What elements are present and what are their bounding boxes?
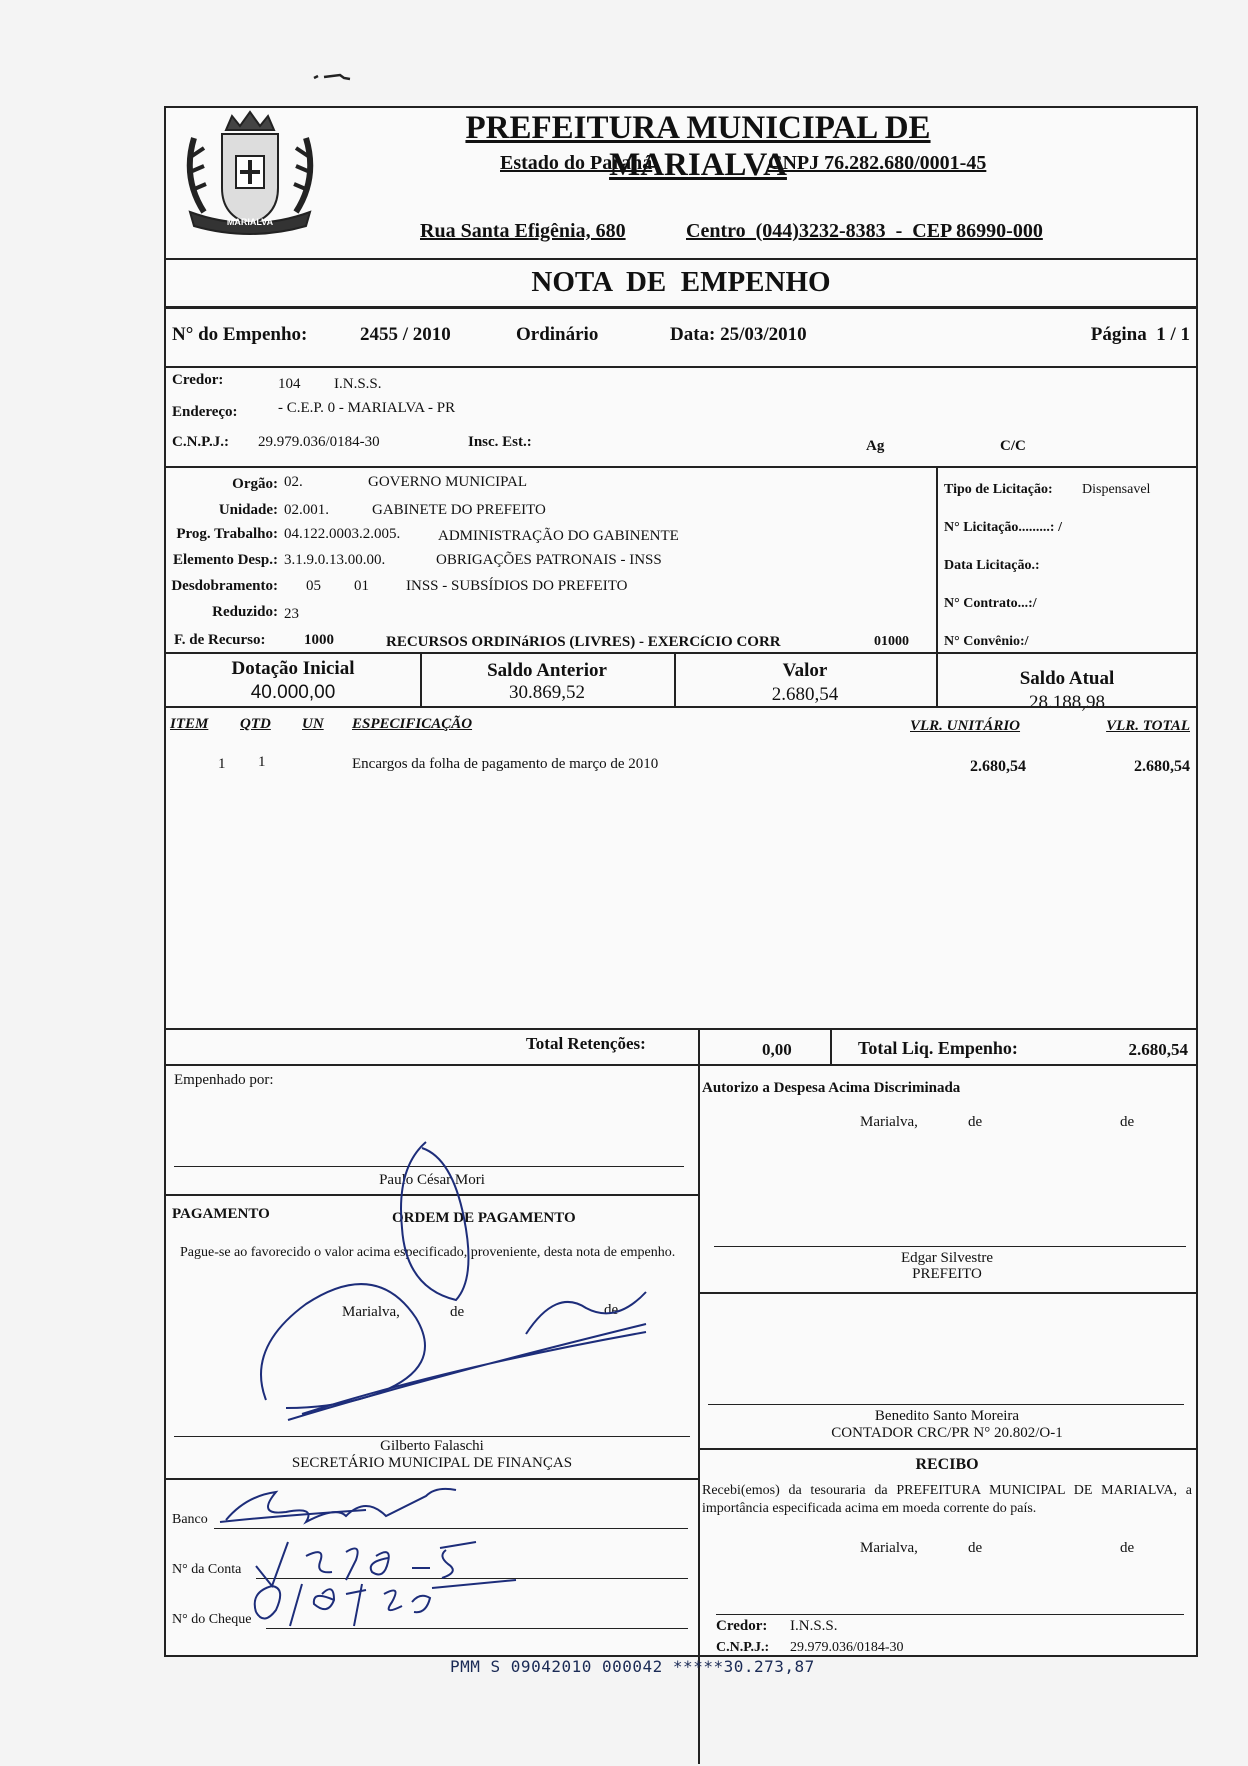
header-contact: Centro (044)3232-8383 - CEP 86990-000 <box>686 220 1043 242</box>
pagamento-signer <box>166 1438 698 1472</box>
credor-address-label: Endereço: <box>172 404 238 420</box>
recibo-cnpj: 29.979.036/0184-30 <box>790 1640 904 1655</box>
credor-name: I.N.S.S. <box>334 376 382 392</box>
saldo-anterior-value: 30.869,52 <box>509 682 585 703</box>
row-vlr-unitario: 2.680,54 <box>970 758 1026 775</box>
col-header-item: ITEM <box>170 716 209 732</box>
credor-label: Credor: <box>172 372 224 388</box>
recurso-label: F. de Recurso: <box>174 632 266 648</box>
pagamento-label: PAGAMENTO <box>172 1206 270 1222</box>
prog-trabalho-name: ADMINISTRAÇÃO DO GABINENTE <box>438 528 679 544</box>
recibo-de2: de <box>1120 1540 1135 1556</box>
autorizo-label: Autorizo a Despesa Acima Discriminada <box>702 1080 961 1096</box>
header-address: Rua Santa Efigênia, 680 <box>420 220 626 242</box>
recurso-code: 1000 <box>304 632 334 648</box>
numero-licitacao: N° Licitação.........: / <box>944 520 1062 535</box>
total-liquido-value: 2.680,54 <box>1128 1040 1188 1059</box>
recibo-place: Marialva, <box>860 1540 918 1556</box>
autorizo-place: Marialva, <box>860 1114 918 1130</box>
empenho-date: Data: 25/03/2010 <box>670 324 807 345</box>
recurso-name: RECURSOS ORDINáRIOS (LIVRES) - EXERCíCIO CORR <box>386 634 781 650</box>
insc-est-label: Insc. Est.: <box>468 434 532 450</box>
empenho-type: Ordinário <box>516 324 599 345</box>
pagamento-signer-role: SECRETÁRIO MUNICIPAL DE FINANÇAS <box>291 1455 573 1471</box>
saldo-atual-value: 28.188,98 <box>1029 692 1105 713</box>
nota-de-empenho-form <box>164 106 1198 1657</box>
desdobramento-code1: 05 <box>306 578 321 594</box>
scan-mark <box>310 68 390 84</box>
header-cnpj: CNPJ 76.282.680/0001-45 <box>768 152 987 174</box>
saldo-atual-label: Saldo Atual <box>1019 668 1115 689</box>
tipo-licitacao-value: Dispensavel <box>1082 482 1151 497</box>
empenhado-por-name: Paulo César Mori <box>379 1172 485 1188</box>
reduzido-label: Reduzido: <box>212 604 278 620</box>
col-header-vlr-unitario: VLR. UNITÁRIO <box>910 718 1021 734</box>
elemento-name: OBRIGAÇÕES PATRONAIS - INSS <box>436 552 662 568</box>
unidade-label: Unidade: <box>218 502 278 518</box>
valor-label: Valor <box>782 660 828 681</box>
unidade-code: 02.001. <box>284 502 329 518</box>
pagamento-de1: de <box>450 1304 465 1320</box>
contador-role: CONTADOR CRC/PR N° 20.802/O-1 <box>831 1425 1063 1441</box>
contador-name: Benedito Santo Moreira <box>874 1408 1020 1424</box>
valor-value: 2.680,54 <box>771 684 839 705</box>
unidade-name: GABINETE DO PREFEITO <box>372 502 546 518</box>
page-indicator: Página 1 / 1 <box>1090 324 1190 345</box>
autorizo-de2: de <box>1120 1114 1135 1130</box>
document-title: NOTA DE EMPENHO <box>531 266 831 298</box>
col-header-qtd: QTD <box>240 716 271 732</box>
conta-label: N° da Conta <box>172 1562 242 1577</box>
recibo-de1: de <box>968 1540 983 1556</box>
prog-trabalho-label: Prog. Trabalho: <box>176 526 278 542</box>
dotacao-inicial-label: Dotação Inicial <box>231 658 355 679</box>
tipo-licitacao-label: Tipo de Licitação: <box>944 482 1053 497</box>
saldo-anterior-label: Saldo Anterior <box>487 660 607 681</box>
banco-label: Banco <box>172 1512 208 1527</box>
credor-address: - C.E.P. 0 - MARIALVA - PR <box>278 400 456 416</box>
autorizo-signer <box>698 1250 1196 1282</box>
prog-trabalho-code: 04.122.0003.2.005. <box>284 526 401 542</box>
contador-signer <box>698 1408 1196 1442</box>
row-especificacao: Encargos da folha de pagamento de março de 2010 <box>352 756 659 772</box>
recibo-credor: I.N.S.S. <box>790 1618 838 1634</box>
total-retencoes-value: 0,00 <box>762 1040 792 1059</box>
recurso-code2: 01000 <box>874 634 909 649</box>
empenho-number: 2455 / 2010 <box>360 324 451 345</box>
desdobramento-code2: 01 <box>354 578 369 594</box>
credor-cnpj: 29.979.036/0184-30 <box>258 434 380 450</box>
cc-label: C/C <box>1000 438 1026 454</box>
total-liquido-label: Total Liq. Empenho: <box>858 1038 1018 1058</box>
total-retencoes-label: Total Retenções: <box>526 1034 646 1053</box>
empenho-number-label: N° do Empenho: <box>172 324 308 345</box>
autorizo-de1: de <box>968 1114 983 1130</box>
credor-code: 104 <box>278 376 301 392</box>
elemento-code: 3.1.9.0.13.00.00. <box>284 552 386 568</box>
row-qtd: 1 <box>258 754 266 770</box>
pagamento-de2: de <box>604 1302 619 1318</box>
desdobramento-name: INSS - SUBSÍDIOS DO PREFEITO <box>406 578 628 594</box>
col-header-vlr-total: VLR. TOTAL <box>1106 718 1190 734</box>
numero-contrato: N° Contrato...:/ <box>944 596 1037 611</box>
autorizo-signer-role: PREFEITO <box>912 1266 982 1282</box>
pagamento-text: Pague-se ao favorecido o valor acima especificado, proveniente, desta nota de empenho. <box>180 1245 676 1260</box>
header-state: Estado do Paraná <box>500 152 653 174</box>
orgao-name: GOVERNO MUNICIPAL <box>368 474 528 490</box>
header-title: PREFEITURA MUNICIPAL DE MARIALVA <box>465 110 931 183</box>
data-licitacao: Data Licitação.: <box>944 558 1040 573</box>
ag-label: Ag <box>866 438 885 454</box>
ordem-pagamento-label: ORDEM DE PAGAMENTO <box>392 1210 576 1226</box>
desdobramento-label: Desdobramento: <box>171 578 278 594</box>
empenhado-por-label: Empenhado por: <box>174 1072 274 1088</box>
pagamento-place: Marialva, <box>342 1304 400 1320</box>
numero-convenio: N° Convênio:/ <box>944 634 1029 649</box>
orgao-label: Orgão: <box>232 476 278 492</box>
row-item: 1 <box>218 756 226 772</box>
col-header-especificacao: ESPECIFICAÇÃO <box>352 716 473 732</box>
cheque-label: N° do Cheque <box>172 1612 252 1627</box>
orgao-code: 02. <box>284 474 303 490</box>
autorizo-signer-name: Edgar Silvestre <box>900 1250 994 1266</box>
dotacao-inicial-value: 40.000,00 <box>250 682 336 703</box>
recibo-credor-label: Credor: <box>716 1618 768 1634</box>
svg-text:MARIALVA: MARIALVA <box>226 217 274 227</box>
processing-stamp: PMM S 09042010 000042 *****30.273,87 <box>450 1657 815 1676</box>
recibo-text: Recebi(emos) da tesouraria da PREFEITURA MUNICIPAL DE MARIALVA, a importância especificada acima em moeda corrente do país. <box>702 1483 1192 1516</box>
row-vlr-total: 2.680,54 <box>1134 758 1190 775</box>
recibo-label: RECIBO <box>915 1456 979 1473</box>
credor-cnpj-label: C.N.P.J.: <box>172 434 229 450</box>
reduzido-value: 23 <box>284 606 299 622</box>
pagamento-signer-name: Gilberto Falaschi <box>380 1438 484 1454</box>
handwritten-bank-fills <box>216 1476 576 1636</box>
municipal-crest-icon <box>174 108 326 236</box>
elemento-label: Elemento Desp.: <box>173 552 278 568</box>
col-header-un: UN <box>302 716 324 732</box>
recibo-cnpj-label: C.N.P.J.: <box>716 1640 770 1655</box>
